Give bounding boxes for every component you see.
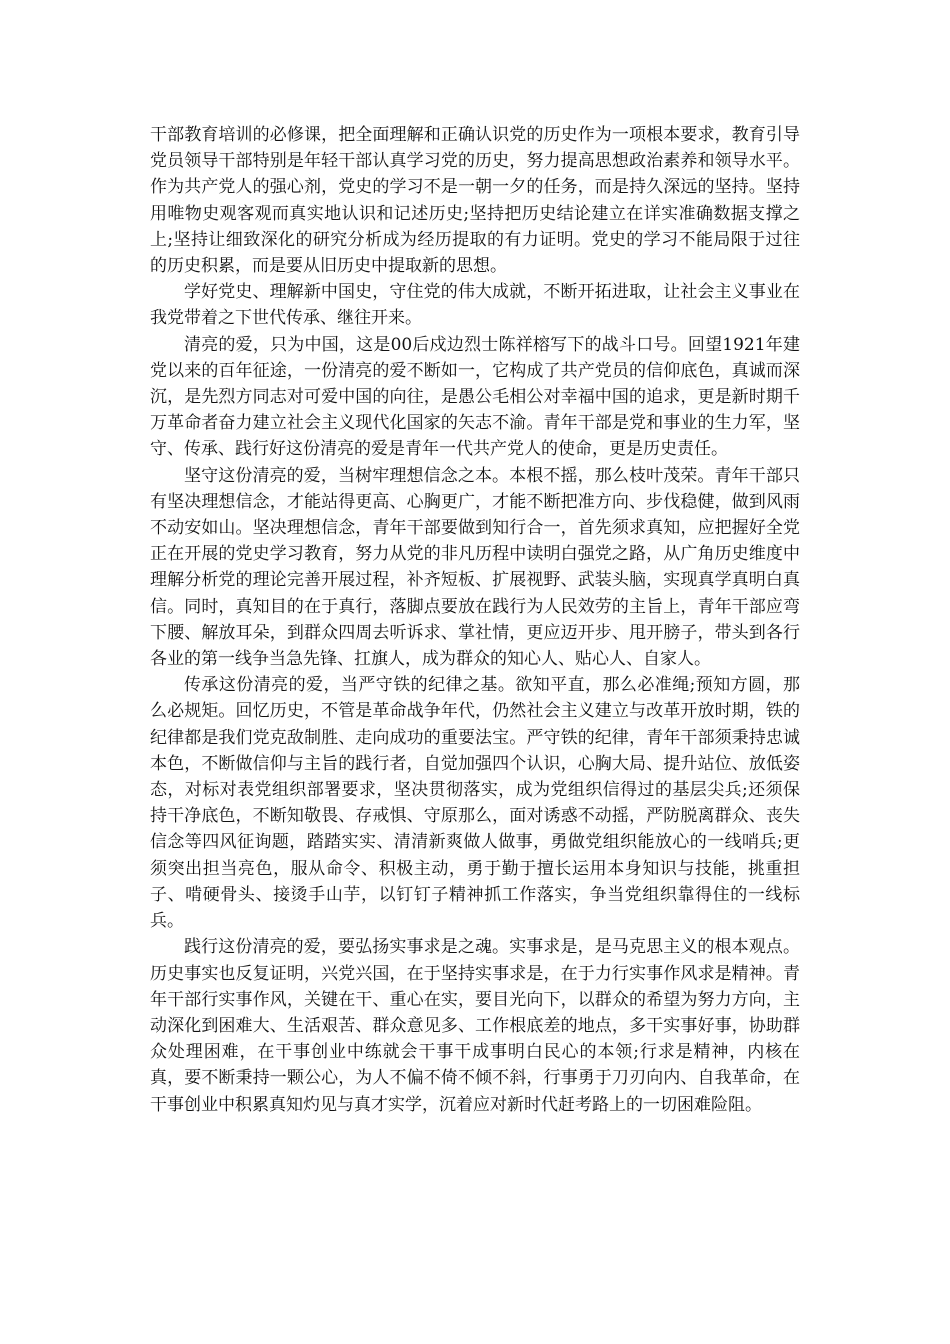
paragraph-continuation: 干部教育培训的必修课，把全面理解和正确认识党的历史作为一项根本要求，教育引导党员领导干部特别是年轻干部认真学习党的历史，努力提高思想政治素养和领导水平。作为共产党人的强心剂，党史的学习不是一朝一夕的任务，而是持久深远的坚持。坚持用唯物史观客观而真实地认识和记述历史;坚持把历史结论建立在详实准确数据支撑之上;坚持让细致深化的研究分析成为经历提取的有力证明。党史的学习不能局限于过往的历史积累，而是要从旧历史中提取新的思想。 bbox=[150, 125, 800, 277]
paragraph-study-party-history: 学好党史、理解新中国史，守住党的伟大成就，不断开拓进取，让社会主义事业在我党带着之下世代传承、继往开来。 bbox=[150, 282, 800, 329]
paragraph-seek-truth: 践行这份清亮的爱，要弘扬实事求是之魂。实事求是，是马克思主义的根本观点。历史事实也反复证明，兴党兴国，在于坚持实事求是，在于力行实事作风求是精神。青年干部行实事作风，关键在干、重心在实，要目光向下，以群众的希望为努力方向，主动深化到困难大、生活艰苦、群众意见多、工作根底差的地点，多干实事好事，协助群众处理困难，在干事创业中练就会干事干成事明白民心的本领;行求是精神，内核在真，要不断秉持一颗公心，为人不偏不倚不倾不斜，行事勇于刀刃向内、自我革命，在干事创业中积累真知灼见与真才实学，沉着应对新时代赶考路上的一切困难险阻。 bbox=[150, 937, 800, 1115]
paragraph-uphold-ideals: 坚守这份清亮的爱，当树牢理想信念之本。本根不摇，那么枝叶茂荣。青年干部只有坚决理想信念，才能站得更高、心胸更广，才能不断把准方向、步伐稳健，做到风雨不动安如山。坚决理想信念，青年干部要做到知行合一，首先须求真知，应把握好全党正在开展的党史学习教育，努力从党的非凡历程中读明白强党之路，从广角历史维度中理解分析党的理论完善开展过程，补齐短板、扩展视野、武装头脑，实现真学真明白真信。同时，真知目的在于真行，落脚点要放在践行为人民效劳的主旨上，青年干部应弯下腰、解放耳朵，到群众四周去听诉求、掌社情，更应迈开步、甩开膀子，带头到各行各业的第一线争当急先锋、扛旗人，成为群众的知心人、贴心人、自家人。 bbox=[150, 465, 800, 670]
paragraph-clear-love: 清亮的爱，只为中国，这是00后戍边烈士陈祥榕写下的战斗口号。回望1921年建党以来的百年征途，一份清亮的爱不断如一，它构成了共产党员的信仰底色，真诚而深沉，是先烈方同志对可爱中国的向往，是愚公毛相公对幸福中国的追求，更是新时期千万革命者奋力建立社会主义现代化国家的矢志不渝。青年干部是党和事业的生力军，坚守、传承、践行好这份清亮的爱是青年一代共产党人的使命，更是历史责任。 bbox=[150, 334, 800, 460]
paragraph-strict-discipline: 传承这份清亮的爱，当严守铁的纪律之基。欲知平直，那么必准绳;预知方圆，那么必规矩。回忆历史，不管是革命战争年代，仍然社会主义建立与改革开放时期，铁的纪律都是我们党克敌制胜、走向成功的重要法宝。严守铁的纪律，青年干部须秉持忠诚本色，不断做信仰与主旨的践行者，自觉加强四个认识，心胸大局、提升站位、放低姿态，对标对表党组织部署要求，坚决贯彻落实，成为党组织信得过的基层尖兵;还须保持干净底色，不断知敬畏、存戒惧、守原那么，面对诱惑不动摇，严防脱离群众、丧失信念等四风征询题，踏踏实实、清清新爽做人做事，勇做党组织能放心的一线哨兵;更须突出担当亮色，服从命令、积极主动，勇于勤于擅长运用本身知识与技能，挑重担子、啃硬骨头、接烫手山芋，以钉钉子精神抓工作落实，争当党组织靠得住的一线标兵。 bbox=[150, 675, 800, 932]
document-body bbox=[150, 122, 800, 1118]
